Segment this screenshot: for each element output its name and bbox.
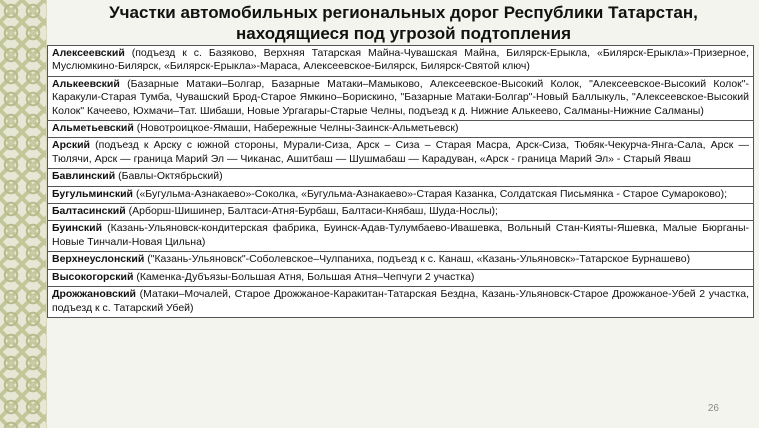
roads-table [47,45,754,318]
table-row-drozhzhanovsky [48,287,753,318]
decorative-ornament-border [0,0,47,428]
district-roads: (Новотроицкое-Ямаши, Набережные Челны-Заинск-Альметьевск) [133,122,459,135]
district-name: Дрожжановский [52,288,136,301]
district-roads: (подъезд к Арску с южной стороны, Мурали-Сиза, Арск – Сиза – Старая Масра, Арск-Сиза, Тюбяк-Чекурча-Янга-Сала, Арск — Тюлячи, Арск — граница Марий Эл — Чиканас, Ашитбаш — Шушмабаш — Карадуван, «Арск - граница Марий Эл» - Старый Яваш [52,139,749,165]
district-roads: (Базарные Матаки–Болгар, Базарные Матаки–Мамыково, Алексеевское-Высокий Колок, "Алексеевское-Высокий Колок"-Каракули-Старая Тумба, Чувашский Брод-Старое Ямкино–Борискино, "Базарные Матаки-Болгар"-Новый Баллыкуль, "Алексеевское-Высокий Колок" Качеево, Юхмачи–Тат. Шибаши, Новые Ургагары-Старые Челны, подъезд к д. Нижние Алькеево, Салманы-Нижние Салманы) [52,77,749,117]
district-roads: ("Казань-Ульяновск"-Соболевское–Чулпаниха, подъезд к с. Канаш, «Казань-Ульяновск»-Татарское Бурнашево) [144,253,691,266]
table-row-alkeevsky [48,77,753,121]
slide-title-line-1: Участки автомобильных региональных дорог Республики Татарстан, [109,3,698,22]
district-name: Алексеевский [52,47,125,59]
district-roads: (Арборш-Шишинер, Балтаси-Атня-Бурбаш, Балтаси-Княбаш, Шуда-Нослы); [125,205,498,218]
district-name: Альметьевский [52,122,134,135]
district-name: Балтасинский [52,205,126,218]
slide-title-line-2: находящиеся под угрозой подтопления [236,24,571,43]
table-row-vysokogorsky [48,270,753,287]
district-name: Бавлинский [52,170,116,183]
district-roads: (Бавлы-Октябрьский) [115,170,223,183]
district-name: Бугульминский [52,187,134,200]
slide-title [52,2,755,44]
district-roads: (Каменка-Дубъязы-Большая Атня, Большая Атня–Чепчуги 2 участка) [133,270,475,283]
district-name: Алькеевский [52,77,120,90]
table-row-arsky [48,138,753,169]
district-roads: (подъезд к с. Базяково, Верхняя Татарская Майна-Чувашская Майна, Билярск-Ерыкла, «Билярск-Ерыкла»-Призерное, Муслюмкино-Билярск, «Билярск-Ерыкла»-Мараса, Алексеевское-Билярск, Билярск-Святой ключ) [52,47,749,73]
district-roads: («Бугульма-Азнакаево»-Соколка, «Бугульма-Азнакаево»-Старая Казанка, Солдатская Письмянка - Старое Сумароково); [133,187,728,200]
page-number: 26 [707,403,719,414]
table-row-verkhneuslonsky [48,252,753,269]
district-name: Верхнеуслонский [52,253,145,266]
table-row-alekseevsky [48,46,753,77]
table-row-almetyevsky [48,121,753,138]
district-name: Арский [52,139,91,152]
table-row-bavlinsky [48,169,753,186]
district-roads: (Матаки–Мочалей, Старое Дрожжаное-Каракитан-Татарская Бездна, Казань-Ульяновск-Старое Дрожжаное-Убей 2 участка, подъезд к с. Татарский Убей) [52,288,749,314]
district-roads: (Казань-Ульяновск-кондитерская фабрика, Буинск-Адав-Тулумбаево-Ивашевка, Вольный Стан-Кияты-Яшевка, Малые Бюрганы-Новые Тинчали-Новая Цильна) [52,222,749,248]
table-row-bugulminsky [48,187,753,204]
district-name: Высокогорский [52,270,134,283]
table-row-buinsky [48,221,753,252]
district-name: Буинский [52,222,103,235]
table-row-baltasinsky [48,204,753,221]
